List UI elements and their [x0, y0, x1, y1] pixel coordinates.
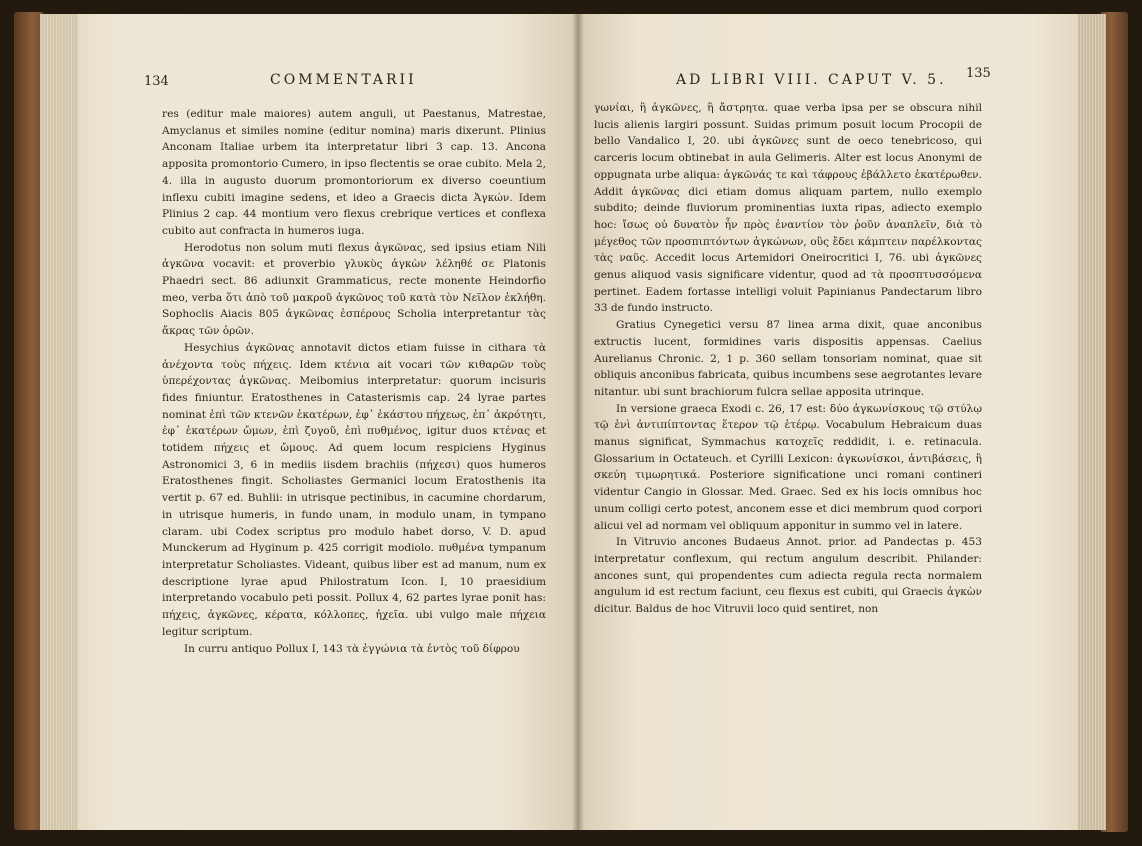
right-page-edges — [1076, 14, 1106, 830]
right-body-text — [594, 100, 982, 618]
paragraph: Hesychius ἀγκῶνας annotavit dictos etiam fuisse in cithara τὰ ἀνέχοντα τοὺς πήχεις. Idem κτένια ait vocari τῶν κιθαρῶν τοὺς ὑπερέχοντας ἀγκῶνας. Meibomius interpretatur: quorum incisuris fides finiuntur. Eratosthenes in Catasterismis cap. 24 lyrae partes nominat ἐπὶ τῶν κτενῶν ἑκατέρων, ἐφ᾽ ἑκάστου πήχεως, ἐπ᾽ ἀκρότητι, ἐφ᾽ ἑκατέρων ὤμων, ἐπὶ ζυγοῦ, ἐπὶ πυθμένος, igitur duos κτένας et totidem πήχεις et ὤμους. Ad quem locum respiciens Hyginus Astronomici 3, 6 in mediis iisdem brachiis (πήχεσι) quos humeros Eratosthenes fingit. Scholiastes Germanici locum Eratosthenis ita vertit p. 67 ed. Buhlii: in utrisque pectinibus, in cacumine chordarum, in utrisque humeris, in fundo unam, in modulo unam, in tympano claram. ubi Codex scriptus pro modulo habet dorso, V. D. apud Munckerum ad Hyginum p. 425 corrigit modiolo. πυθμένα tympanum interpretatur Scholiastes. Videant, quibus liber est ad manum, num ex descriptione lyrae apud Philostratum Icon. I, 10 praesidium interpretando vocabulo peti possit. Pollux 4, 62 partes lyrae ponit has: πήχεις, ἀγκῶνες, κέρατα, κόλλοπες, ἠχεῖα. ubi vulgo male πήχεια legitur scriptum. — [162, 341, 546, 638]
paragraph: Gratius Cynegetici versu 87 linea arma dixit, quae anconibus extructis lucent, formidines varis dispositis appensas. Caelius Aurelianus Chronic. 2, 1 p. 360 sellam tonsoriam nominat, quae sit obliquis anconibus fabricata, quibus incumbens sese aegrotantes levare nitantur. ubi sunt brachiorum fulcra sellae apposita utrinque. — [594, 319, 982, 398]
left-page-edges — [40, 14, 80, 830]
left-body-text — [162, 106, 546, 657]
paragraph: In versione graeca Exodi c. 26, 17 est: δύο ἀγκωνίσκους τῷ στύλῳ τῷ ἑνὶ ἀντιπίπτοντας ἕτερον τῷ ἑτέρῳ. Vocabulum Hebraicum duas manus significat, Symmachus κατοχεῖς reddidit, i. e. retinacula. Glossarium in Octateuch. et Cyrilli Lexicon: ἀγκωνίσκοι, ἀντιβάσεις, ἢ σκεύη τιμωρητικά. Posteriore significatione unci romani contineri videntur Cangio in Glossar. Med. Graec. Sed ex his locis omnibus hoc unum colligi certo potest, anconem esse et dici membrum quod corpori alicui vel ad normam vel obliquum apponitur in summo vel in latere. — [594, 402, 982, 532]
paragraph: res (editur male maiores) autem anguli, ut Paestanus, Matrestae, Amyclanus et similes nomine (editur nomina) maris dixerunt. Plinius Anconam Italiae urbem ita interpretatur libri 3 cap. 13. Ancona apposita promontorio Cumero, in ipso flectentis se orae cubito. Mela 2, 4. illa in augusto duorum promontoriorum ex diverso coeuntium inflexu cubiti imagine sedens, et ideo a Graecis dicta Ἀγκών. Idem Plinius 2 cap. 44 montium vero flexus crebrique vertices et conflexa cubito aut confracta in humeros iuga. — [162, 108, 546, 237]
left-running-head — [78, 72, 578, 96]
left-page-number: 134 — [144, 74, 169, 89]
right-page-number: 135 — [966, 66, 991, 81]
right-running-head — [578, 66, 1078, 96]
book-gutter — [572, 14, 584, 830]
paragraph: Herodotus non solum muti flexus ἀγκῶνας, sed ipsius etiam Nili ἀγκῶνα vocavit: et proverbio γλυκὺς ἀγκὼν λέληθέ σε Platonis Phaedri sect. 86 adiunxit Grammaticus, recte monente Heindorfio meo, verba ὅτι ἀπὸ τοῦ μακροῦ ἀγκῶνος τοῦ κατὰ τὸν Νεῖλον ἐκλήθη. Sophoclis Aiacis 805 ἀγκῶνας ἑσπέρους Scholia interpretantur τὰς ἄκρας τῶν ὀρῶν. — [162, 241, 546, 338]
left-head-title: COMMENTARII — [270, 72, 417, 88]
paragraph: In curru antiquo Pollux I, 143 τὰ ἐγγώνια τὰ ἐντὸς τοῦ δίφρου — [184, 642, 520, 655]
paragraph: In Vitruvio ancones Budaeus Annot. prior. ad Pandectas p. 453 interpretatur conflexum, qui rectum angulum describit. Philander: ancones sunt, qui propendentes cum adiecta regula recta normalem angulum id est rectum faciunt, ceu flexus est cubiti, qui Graecis ἀγκὼν dicitur. Baldus de hoc Vitruvii loco quid sentiret, non — [594, 536, 982, 616]
right-head-title: AD LIBRI VIII. CAPUT V. 5. — [676, 72, 947, 88]
right-page — [578, 14, 1078, 830]
paragraph: γωνίαι, ἢ ἀγκῶνες, ἢ ἄστρητα. quae verba ipsa per se obscura nihil lucis alienis largiri possunt. Suidas primum posuit locum Procopii de bello Vandalico I, 20. ubi ἀγκῶνες sunt de oeco tenebricoso, qui carceris locum obtinebat in aula Gelimeris. Alter est locus Anonymi de oppugnata urbe aliqua: ἀγκῶνάς τε καὶ τάφρους ἐβάλλετο ἑκατέρωθεν. Addit ἀγκῶνας dici etiam domus aliquam partem, nullo exemplo subdito; deinde fluviorum prominentias iuxta ripas, adiecto exemplo hoc: ἴσως οὐ δυνατὸν ἦν πρὸς ἐναντίον τὸν ῥοῦν ἀναπλεῖν, διὰ τὸ μέγεθος τῶν προσπιπτόντων ἀγκώνων, οὓς ἔδει κάμπτειν παρέλκοντας τὰς ναῦς. Accedit locus Artemidori Oneirocritici I, 76. ubi ἀγκῶνες genus aliquod vasis significare videntur, quod ad τὰ προσπτυσσόμενα pertinet. Eadem fortasse intelligi voluit Papinianus Pandectarum libro 33 de fundo instructo. — [594, 102, 982, 315]
left-page — [78, 14, 578, 830]
